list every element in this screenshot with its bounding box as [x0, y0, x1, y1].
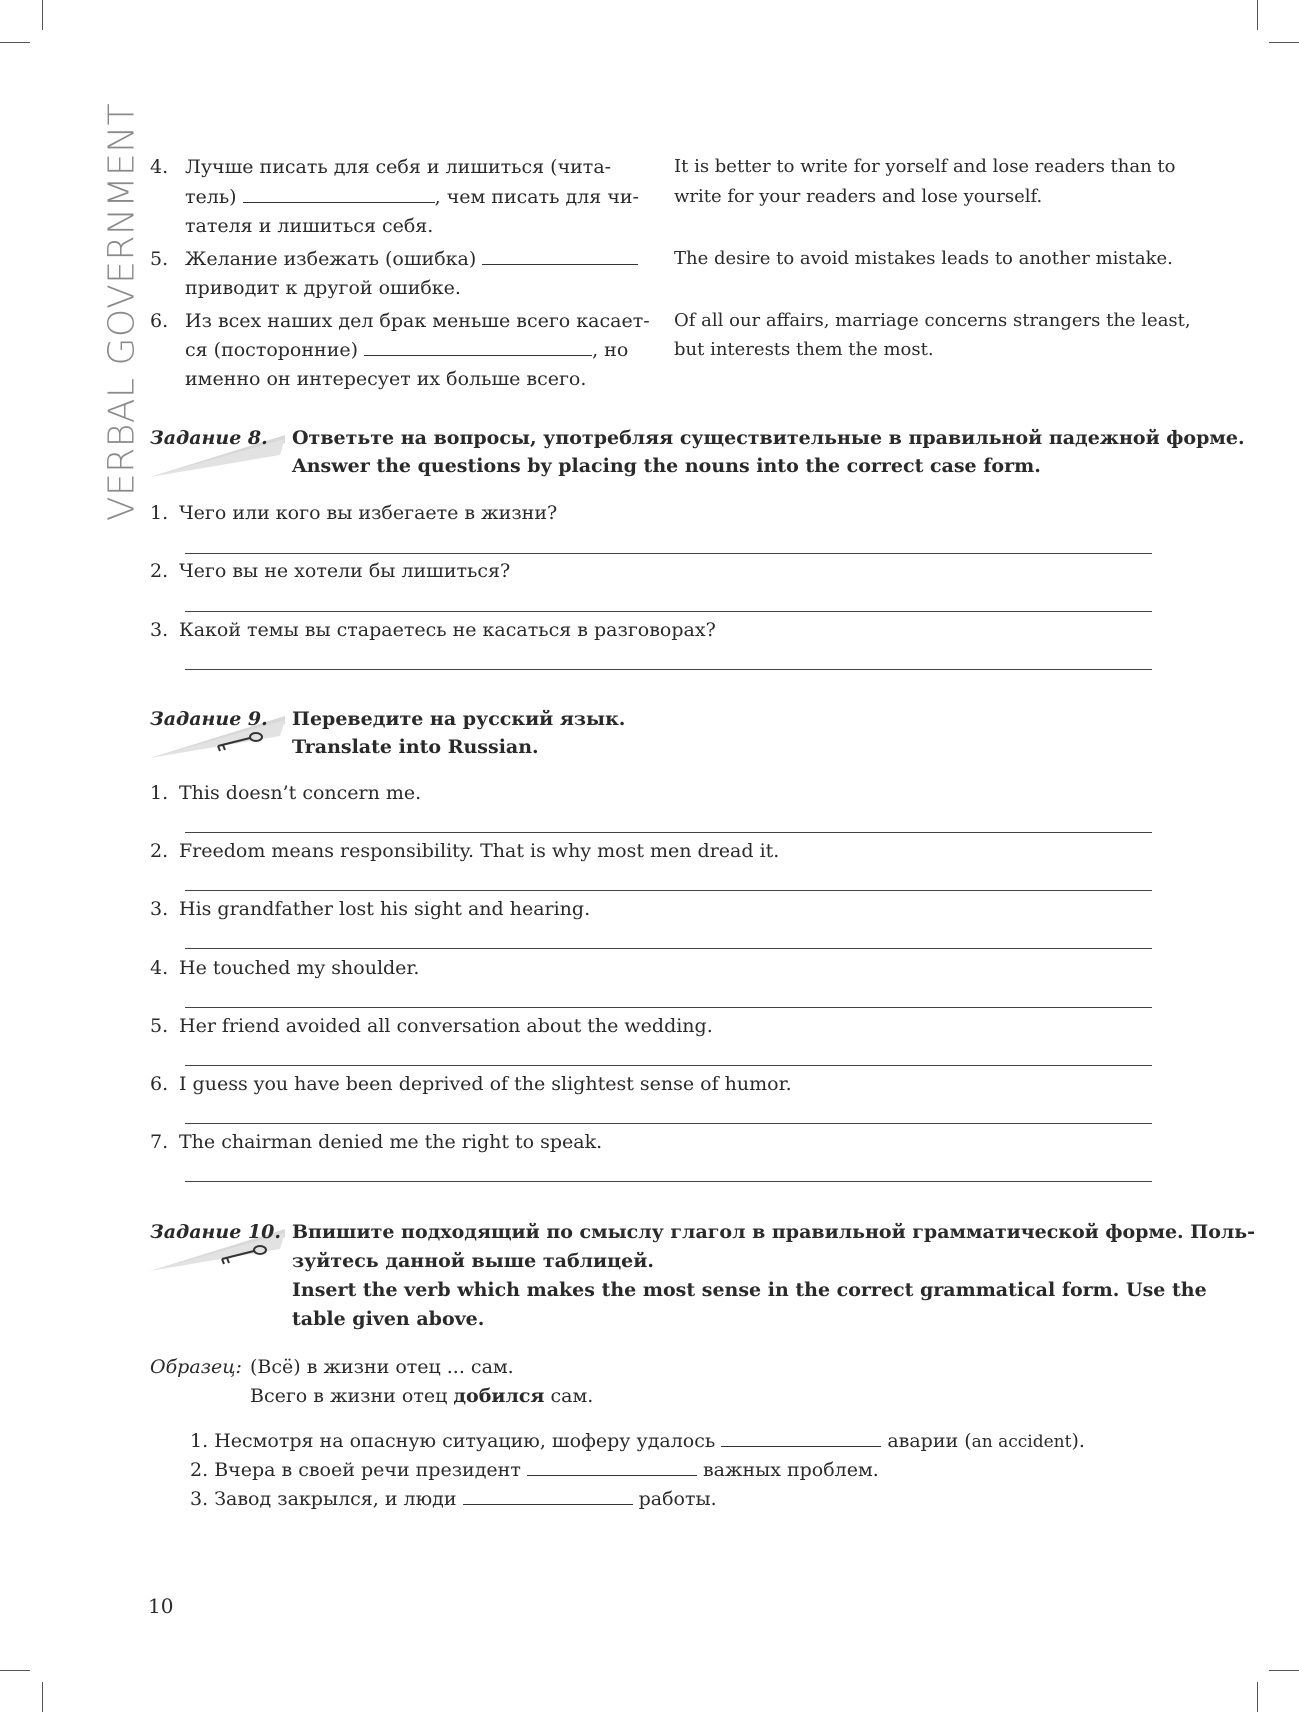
sentence-text: The chairman denied me the right to speak.: [179, 1131, 603, 1153]
fill-item: [190, 1459, 879, 1481]
item-number: 4.: [150, 156, 169, 178]
question-text: Какой темы вы стараетесь не касаться в разговорах?: [179, 619, 716, 641]
task-label: Задание 10.: [150, 1221, 281, 1243]
answer-line[interactable]: [185, 948, 1152, 949]
task-label: Задание 9.: [150, 708, 268, 730]
ru-line: Из всех наших дел брак меньше всего касает-: [185, 310, 650, 332]
task-instruction-en: Insert the verb which makes the most sense in the correct grammatical form. Use the: [292, 1279, 1207, 1301]
page-number: 10: [148, 1594, 174, 1618]
task-instruction-en: table given above.: [292, 1308, 485, 1330]
item-number: 1.: [150, 782, 169, 804]
ru-line: Лучше писать для себя и лишиться (чита-: [185, 156, 612, 178]
item-number: 3.: [150, 898, 169, 920]
en-line: Of all our affairs, marriage concerns strangers the least,: [674, 310, 1191, 331]
item-text: Вчера в своей речи президент: [214, 1459, 521, 1481]
ru-text: , но: [592, 339, 629, 361]
crop-mark: [1257, 1682, 1258, 1712]
crop-mark: [42, 1682, 43, 1712]
fill-blank[interactable]: [482, 263, 638, 265]
key-icon: [216, 732, 266, 754]
en-line: The desire to avoid mistakes leads to another mistake.: [674, 248, 1173, 269]
item-text: работы.: [638, 1488, 717, 1510]
ru-text: ся (посторонние): [185, 339, 359, 361]
key-icon: [220, 1245, 270, 1267]
crop-mark: [0, 1670, 30, 1671]
en-line: It is better to write for yorself and lose readers than to: [674, 156, 1176, 177]
sample-verb: добился: [453, 1385, 545, 1407]
item-number: 2.: [150, 840, 169, 862]
item-number: 6.: [150, 1073, 169, 1095]
item-number: 7.: [150, 1131, 169, 1153]
crop-mark: [42, 0, 43, 30]
answer-line[interactable]: [185, 611, 1152, 612]
item-number: 5.: [150, 1015, 169, 1037]
sentence-text: Freedom means responsibility. That is why most men dread it.: [179, 840, 780, 862]
item-number: 1.: [190, 1430, 209, 1452]
item-number: 1.: [150, 502, 169, 524]
sample-prompt: (Всё) в жизни отец ... сам.: [250, 1356, 514, 1378]
fill-item: [190, 1488, 717, 1510]
item-number: 5.: [150, 248, 169, 270]
task-instruction-ru: зуйтесь данной выше таблицей.: [292, 1250, 654, 1272]
ru-line: именно он интересует их больше всего.: [185, 368, 587, 390]
sentence-text: His grandfather lost his sight and hearing.: [179, 898, 591, 920]
ru-line: приводит к другой ошибке.: [185, 277, 461, 299]
answer-line[interactable]: [185, 1065, 1152, 1066]
item-text: Несмотря на опасную ситуацию, шоферу удалось: [214, 1430, 716, 1452]
question-text: Чего или кого вы избегаете в жизни?: [179, 502, 558, 524]
item-number: 2.: [190, 1459, 209, 1481]
answer-line[interactable]: [185, 669, 1152, 670]
sentence-text: This doesn’t concern me.: [179, 782, 422, 804]
sample-text: сам.: [550, 1385, 594, 1407]
answer-line[interactable]: [185, 1123, 1152, 1124]
crop-mark: [1257, 0, 1258, 30]
ru-line: [185, 248, 638, 270]
task-instruction-ru: Переведите на русский язык.: [292, 708, 626, 730]
answer-line[interactable]: [185, 1181, 1152, 1182]
ru-text: , чем писать для чи-: [434, 186, 639, 208]
item-number: 3.: [190, 1488, 209, 1510]
fill-blank[interactable]: [243, 201, 435, 203]
answer-line[interactable]: [185, 553, 1152, 554]
en-line: write for your readers and lose yourself.: [674, 186, 1043, 207]
ru-line: тателя и лишиться себя.: [185, 215, 434, 237]
item-text: аварии (: [887, 1430, 972, 1452]
sample-answer: [250, 1385, 593, 1407]
item-text: Завод закрылся, и люди: [214, 1488, 457, 1510]
crop-mark: [1269, 42, 1299, 43]
task-instruction-en: Answer the questions by placing the nouns into the correct case form.: [292, 455, 1041, 477]
item-number: 2.: [150, 560, 169, 582]
answer-line[interactable]: [185, 1007, 1152, 1008]
crop-mark: [0, 42, 30, 43]
fill-blank[interactable]: [364, 354, 592, 356]
fill-blank[interactable]: [721, 1445, 881, 1447]
item-text: ).: [1071, 1430, 1085, 1452]
answer-line[interactable]: [185, 832, 1152, 833]
sentence-text: I guess you have been deprived of the slightest sense of humor.: [179, 1073, 792, 1095]
question-text: Чего вы не хотели бы лишиться?: [179, 560, 511, 582]
ru-line: [185, 186, 639, 208]
side-title: VERBAL GOVERNMENT: [101, 102, 143, 522]
gloss: an accident: [971, 1432, 1072, 1452]
task-instruction-en: Translate into Russian.: [292, 736, 539, 758]
sample-text: Всего в жизни отец: [250, 1385, 448, 1407]
sentence-text: Her friend avoided all conversation about the wedding.: [179, 1015, 713, 1037]
fill-blank[interactable]: [463, 1503, 633, 1505]
sample-label: Образец:: [150, 1356, 242, 1378]
task-instruction-ru: Ответьте на вопросы, употребляя существительные в правильной падежной форме.: [292, 427, 1245, 449]
ru-text: Желание избежать (ошибка): [185, 248, 477, 270]
fill-blank[interactable]: [527, 1474, 697, 1476]
answer-line[interactable]: [185, 890, 1152, 891]
ru-text: тель): [185, 186, 237, 208]
en-line: but interests them the most.: [674, 339, 934, 360]
item-number: 6.: [150, 310, 169, 332]
item-number: 3.: [150, 619, 169, 641]
crop-mark: [1269, 1670, 1299, 1671]
task-instruction-ru: Впишите подходящий по смыслу глагол в правильной грамматической форме. Поль-: [292, 1221, 1256, 1243]
fill-item: [190, 1430, 1085, 1452]
item-number: 4.: [150, 957, 169, 979]
item-text: важных проблем.: [702, 1459, 879, 1481]
sentence-text: He touched my shoulder.: [179, 957, 420, 979]
task-label: Задание 8.: [150, 427, 268, 449]
ru-line: [185, 339, 628, 361]
